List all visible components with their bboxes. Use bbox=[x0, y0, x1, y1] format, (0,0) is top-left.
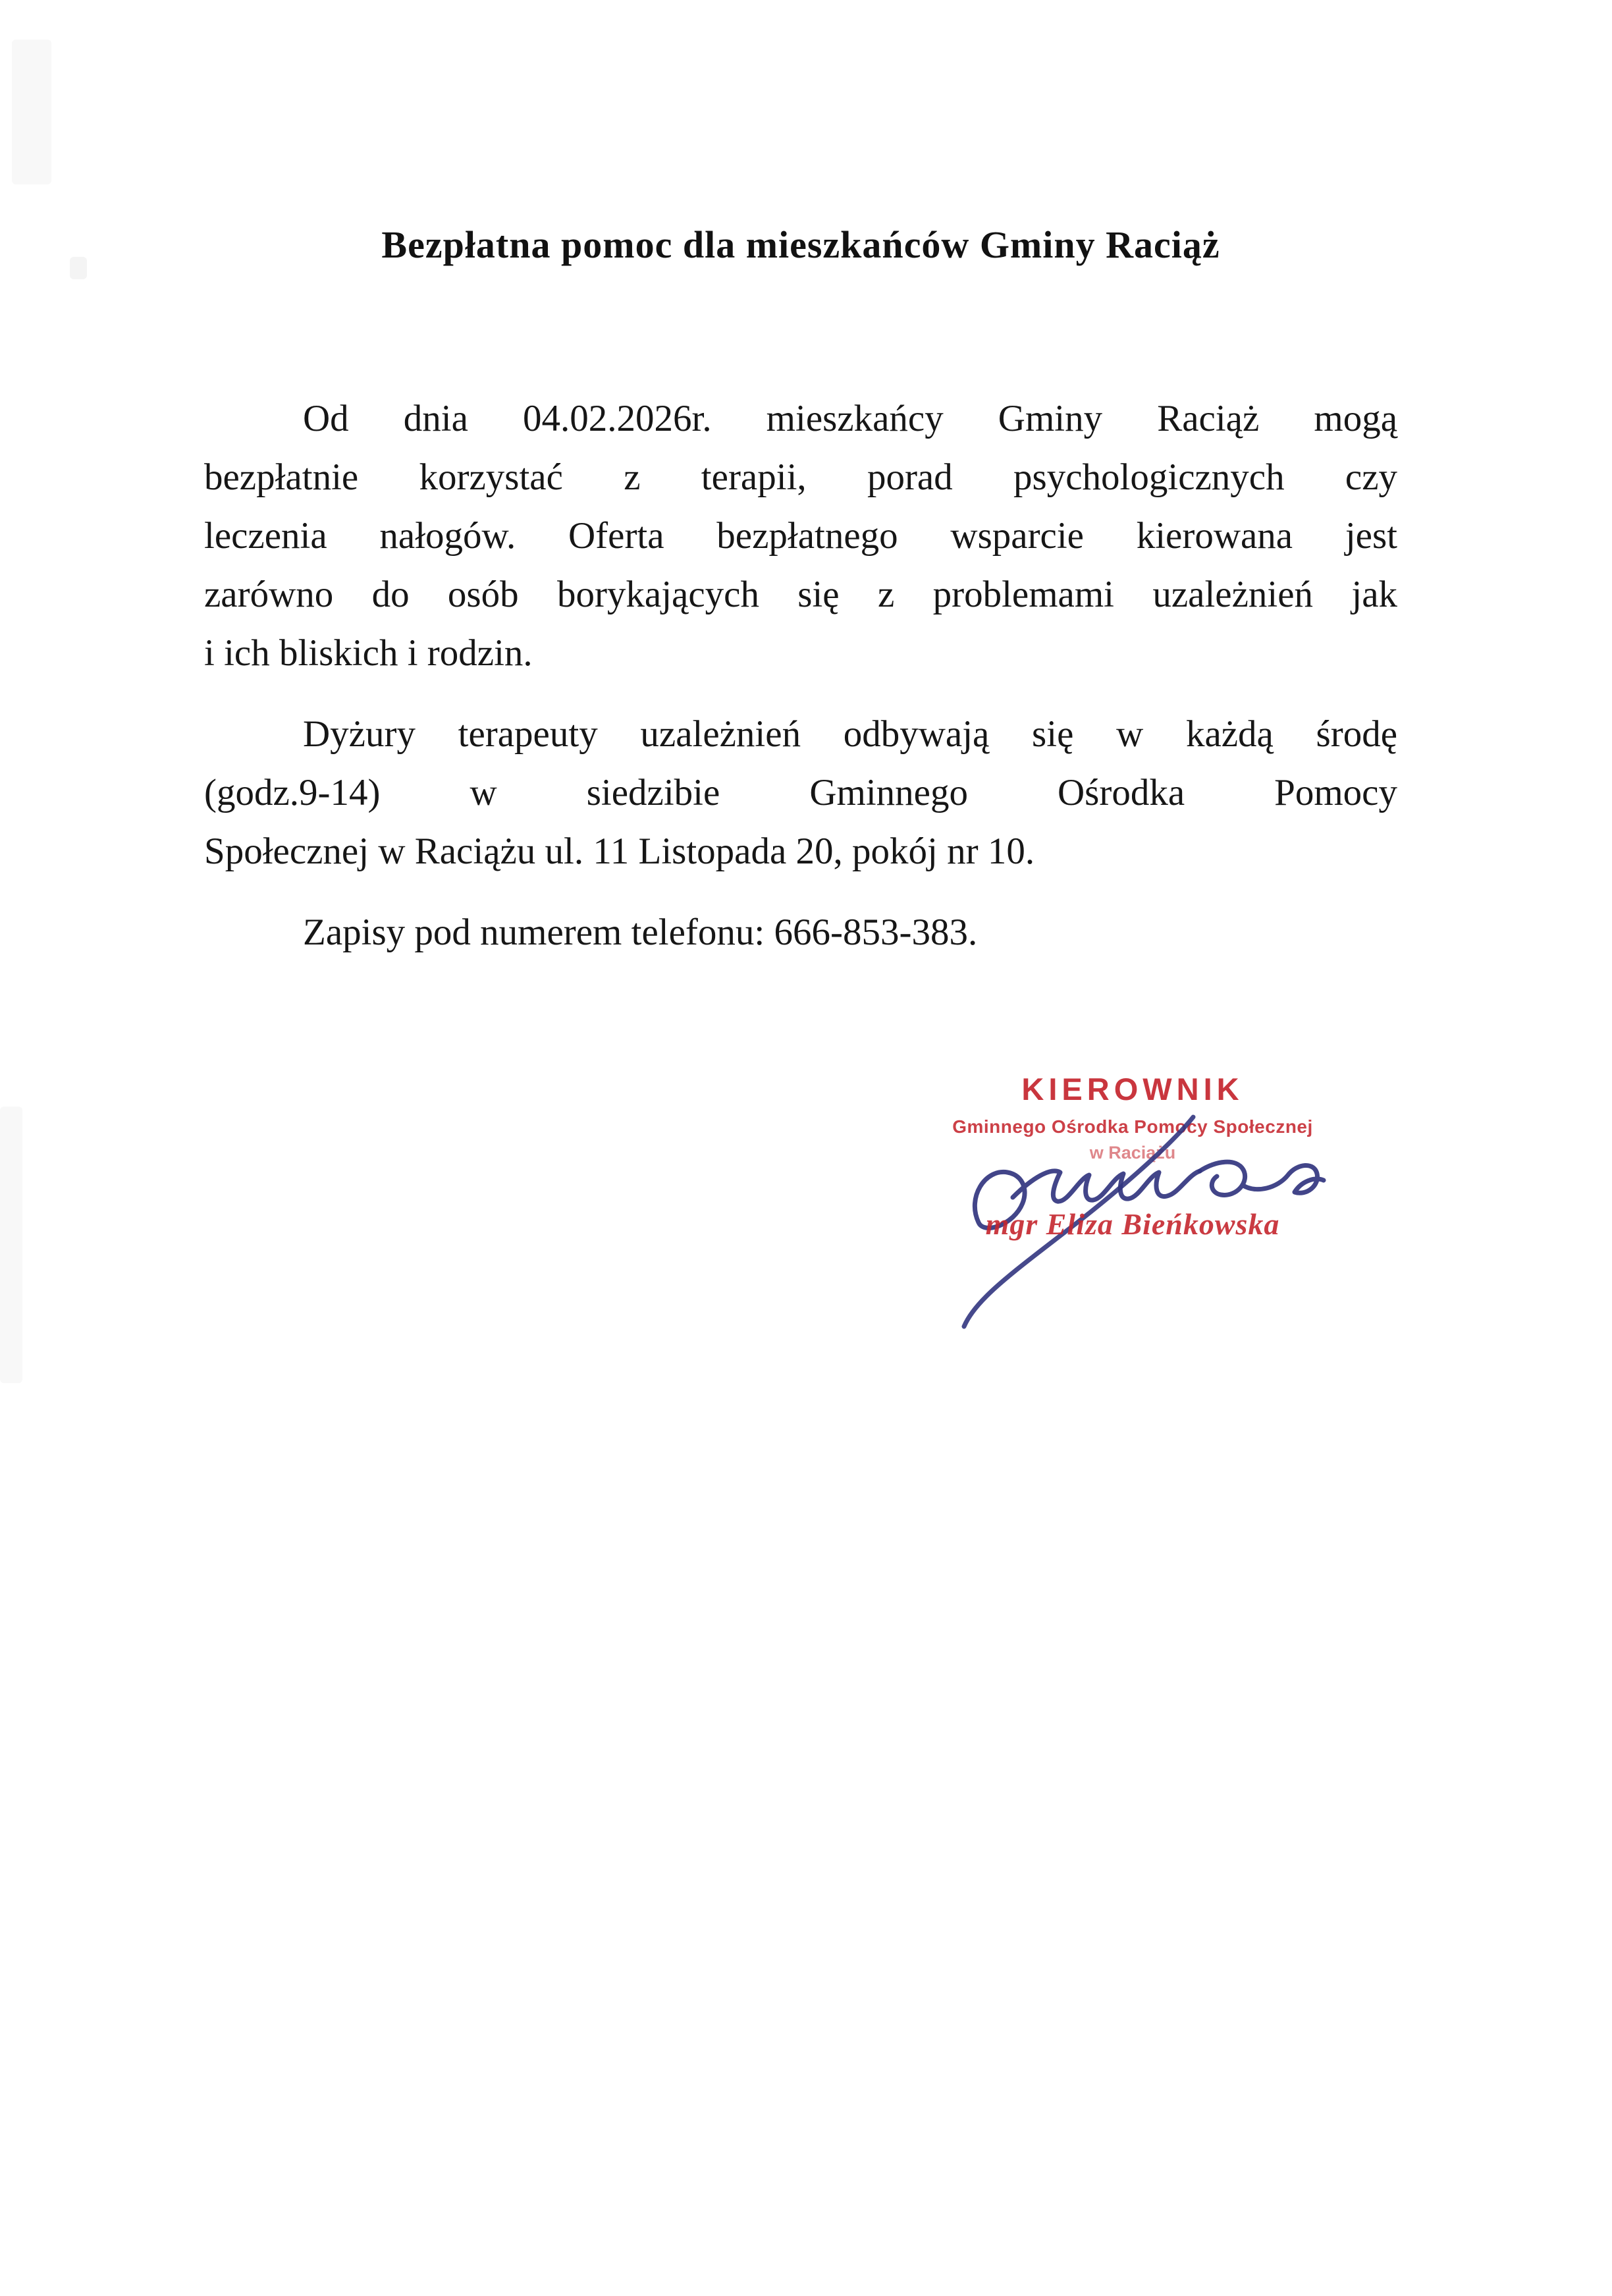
scan-artifact bbox=[0, 1107, 22, 1383]
stamp-role-line: KIEROWNIK bbox=[1021, 1072, 1244, 1107]
text-line: Dyżury terapeuty uzależnień odbywają się w każdą środę bbox=[303, 713, 1397, 755]
signature-stroke-flourish bbox=[1200, 1162, 1324, 1195]
document-title: Bezpłatna pomoc dla mieszkańców Gminy Raciąż bbox=[381, 223, 1220, 266]
text-line: Zapisy pod numerem telefonu: 666-853-383. bbox=[303, 912, 978, 953]
stamp-name-line: mgr Eliza Bieńkowska bbox=[985, 1207, 1280, 1241]
text-line: (godz.9-14) w siedzibie Gminnego Ośrodka Pomocy bbox=[204, 772, 1397, 813]
paragraph-3 bbox=[204, 903, 1397, 962]
text-line: Społecznej w Raciążu ul. 11 Listopada 20, pokój nr 10. bbox=[204, 831, 1035, 872]
official-stamp bbox=[948, 1071, 1317, 1242]
text-line: bezpłatnie korzystać z terapii, porad psychologicznych czy bbox=[204, 456, 1397, 498]
stamp-org-line: Gminnego Ośrodka Pomocy Społecznej bbox=[952, 1116, 1313, 1137]
scan-artifact bbox=[70, 257, 87, 279]
text-line: leczenia nałogów. Oferta bezpłatnego wsparcie kierowana jest bbox=[204, 515, 1397, 557]
text-line: i ich bliskich i rodzin. bbox=[204, 632, 533, 674]
stamp-org-line-2: w Raciążu bbox=[1089, 1143, 1176, 1162]
paragraph-2 bbox=[204, 705, 1397, 881]
scan-artifact bbox=[12, 40, 51, 184]
document-body bbox=[204, 223, 1397, 962]
paragraph-1 bbox=[204, 389, 1397, 682]
text-line: Od dnia 04.02.2026r. mieszkańcy Gminy Raciąż mogą bbox=[303, 398, 1397, 439]
text-line: zarówno do osób borykających się z problemami uzależnień jak bbox=[204, 574, 1397, 615]
